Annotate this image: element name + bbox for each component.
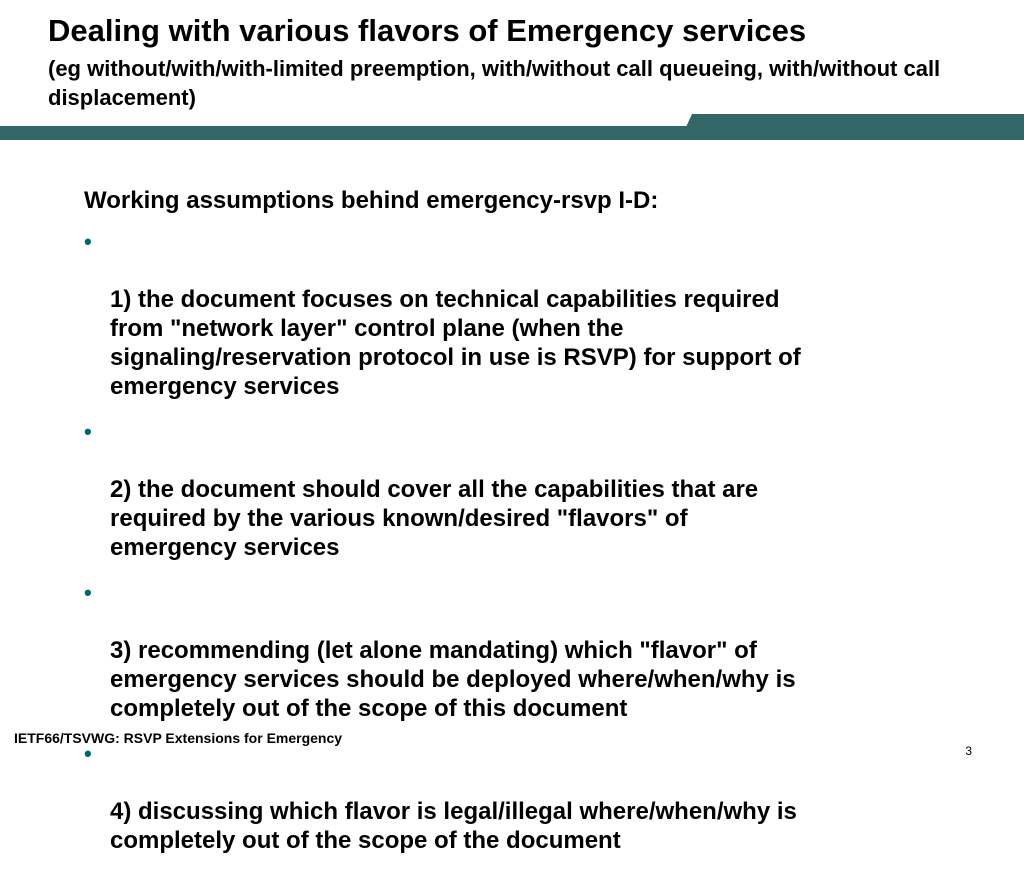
- page-number: 3: [965, 744, 972, 758]
- footer-text: IETF66/TSVWG: RSVP Extensions for Emergency: [14, 730, 343, 746]
- bullet-dot-icon: •: [84, 741, 92, 766]
- bullet-dot-icon: •: [84, 580, 92, 605]
- bullet-item-1: [84, 227, 984, 401]
- bullet-dot-icon: •: [84, 419, 92, 444]
- bullet-text: 1) the document focuses on technical capabilities required from "network layer" control plane (when the signaling/reservation protocol in use is RSVP) for support of emergency services: [110, 286, 801, 400]
- content-area: [84, 186, 984, 871]
- bullet-list: [84, 227, 984, 855]
- bullet-text: 2) the document should cover all the capabilities that are required by the various known/desired "flavors" of emergency services: [110, 476, 759, 561]
- slide-title: Dealing with various flavors of Emergency services: [48, 13, 807, 48]
- bullet-text: 4) discussing which flavor is legal/illegal where/when/why is completely out of the scope of the document: [110, 798, 797, 854]
- content-heading: Working assumptions behind emergency-rsvp I-D:: [84, 187, 659, 214]
- header-band-thick: [680, 114, 1024, 140]
- bullet-dot-icon: •: [84, 229, 92, 254]
- bullet-item-4: [84, 739, 984, 855]
- bullet-text: 3) recommending (let alone mandating) which "flavor" of emergency services should be deployed where/when/why is completely out of the scope of this document: [110, 637, 796, 722]
- bullet-item-2: [84, 417, 984, 562]
- slide-subtitle: (eg without/with/with-limited preemption, with/without call queueing, with/without call displacement): [48, 56, 941, 110]
- header-band: [0, 114, 1024, 144]
- bullet-item-3: [84, 578, 984, 723]
